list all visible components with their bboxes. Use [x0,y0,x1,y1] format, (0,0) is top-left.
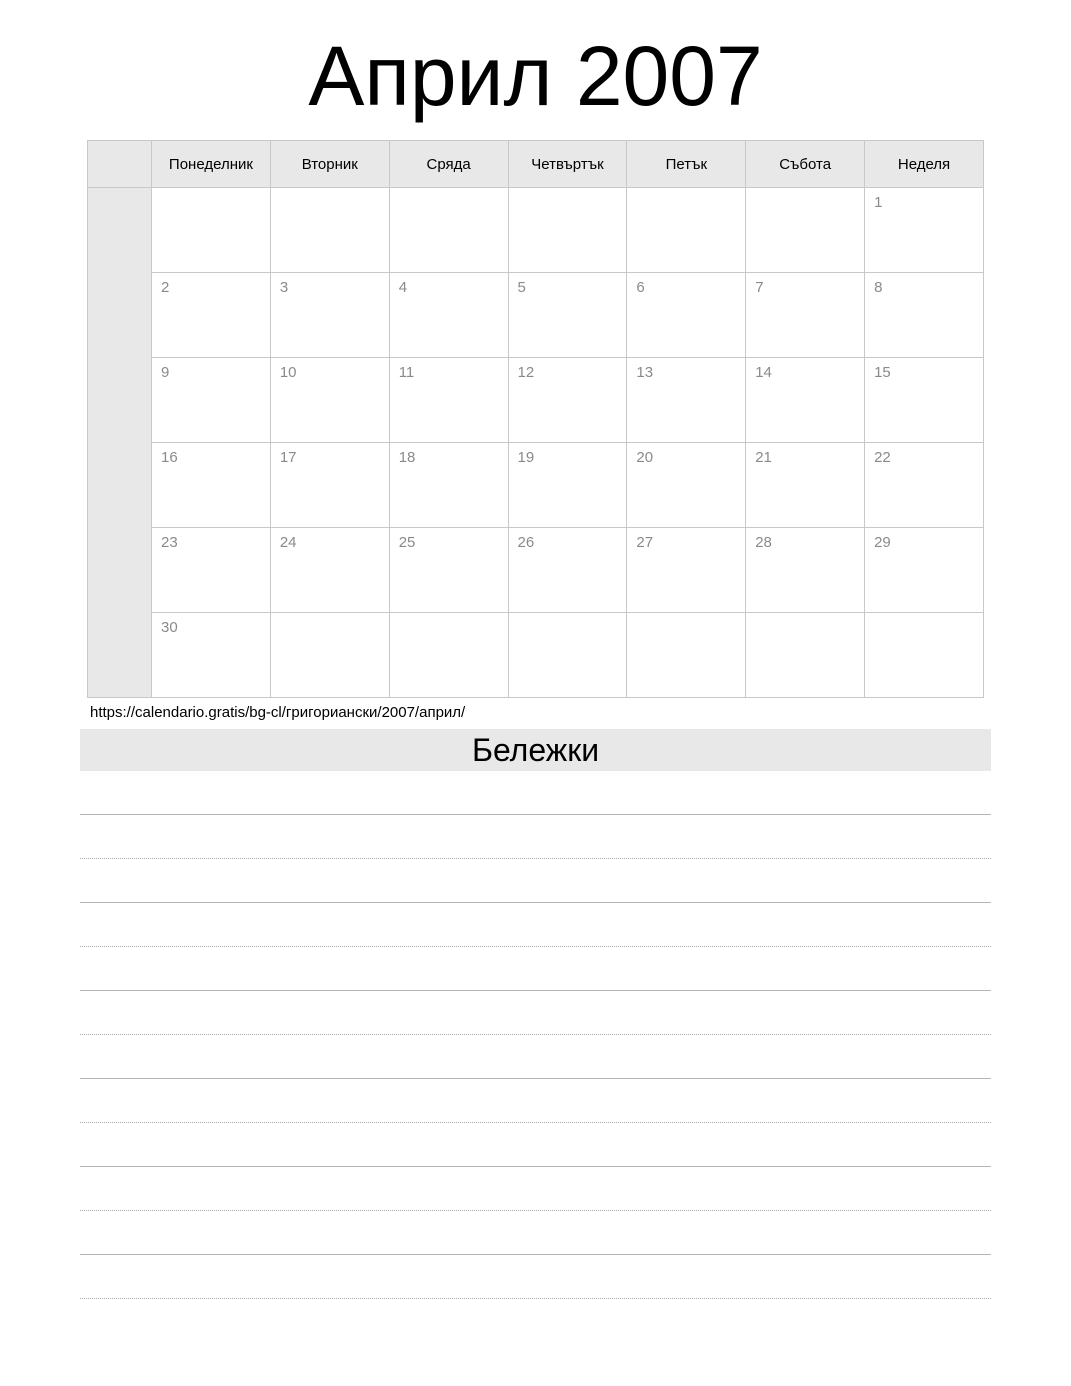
notes-line[interactable] [80,815,991,859]
calendar-day-cell[interactable] [865,528,984,613]
calendar-day-cell[interactable] [627,528,746,613]
notes-line[interactable] [80,991,991,1035]
calendar-body [88,188,984,698]
day-number: 5 [517,279,526,296]
day-number: 19 [517,449,535,466]
day-number: 8 [874,279,883,296]
day-number: 27 [636,534,654,551]
calendar-day-cell[interactable] [152,358,271,443]
page-title: Април 2007 [308,29,763,123]
day-number [746,613,864,620]
calendar-day-cell[interactable] [746,358,865,443]
calendar-day-cell[interactable] [389,443,508,528]
day-number: 12 [517,364,535,381]
day-number: 13 [636,364,654,381]
day-number: 1 [874,194,883,211]
calendar-day-cell[interactable] [152,528,271,613]
notes-heading: Бележки [80,729,991,771]
calendar-day-cell[interactable] [270,188,389,273]
day-number [746,188,864,195]
day-number: 2 [161,279,170,296]
day-number: 23 [161,534,178,551]
notes-line[interactable] [80,1035,991,1079]
calendar-day-cell[interactable] [508,613,627,698]
day-number [152,188,270,195]
calendar-day-cell[interactable] [508,358,627,443]
day-number [627,188,745,195]
day-number: 16 [161,449,178,466]
calendar-day-cell[interactable] [389,273,508,358]
calendar-day-cell[interactable] [389,528,508,613]
calendar-day-cell[interactable] [746,188,865,273]
day-number: 3 [279,279,289,296]
calendar-day-cell[interactable] [152,273,271,358]
calendar-week-row [88,358,984,443]
calendar-week-row [88,443,984,528]
weekday-header-friday: Петък [627,141,746,188]
day-number: 15 [874,364,891,381]
calendar-day-cell[interactable] [152,613,271,698]
calendar-day-cell[interactable] [508,443,627,528]
day-number [627,613,745,620]
calendar-side-cell [88,273,152,358]
notes-line[interactable] [80,903,991,947]
calendar-week-row [88,273,984,358]
calendar-day-cell[interactable] [746,273,865,358]
notes-line[interactable] [80,1211,991,1255]
day-number: 18 [398,449,416,466]
day-number: 9 [161,364,170,381]
calendar-container [87,140,984,721]
calendar-week-row [88,528,984,613]
day-number [865,613,983,620]
calendar-day-cell[interactable] [865,613,984,698]
calendar-day-cell[interactable] [508,188,627,273]
calendar-day-cell[interactable] [389,358,508,443]
weekday-header-thursday: Четвъртък [508,141,627,188]
day-number: 20 [636,449,654,466]
calendar-day-cell[interactable] [865,273,984,358]
calendar-day-cell[interactable] [865,188,984,273]
day-number: 11 [398,364,415,381]
weekday-header-tuesday: Вторник [270,141,389,188]
source-url[interactable]: https://calendario.gratis/bg-cl/григориански/2007/април/ [90,704,466,721]
day-number: 25 [398,534,416,551]
calendar-day-cell[interactable] [627,613,746,698]
calendar-day-cell[interactable] [270,528,389,613]
calendar-day-cell[interactable] [508,528,627,613]
day-number: 6 [636,279,645,296]
calendar-day-cell[interactable] [270,443,389,528]
calendar-day-cell[interactable] [865,358,984,443]
calendar-week-row [88,188,984,273]
notes-line[interactable] [80,1255,991,1299]
calendar-day-cell[interactable] [865,443,984,528]
calendar-side-cell [88,188,152,273]
calendar-day-cell[interactable] [389,188,508,273]
calendar-day-cell[interactable] [270,358,389,443]
weekday-header-sunday: Неделя [865,141,984,188]
calendar-week-row [88,613,984,698]
notes-line[interactable] [80,1079,991,1123]
calendar-day-cell[interactable] [508,273,627,358]
day-number: 10 [279,364,297,381]
notes-line[interactable] [80,947,991,991]
notes-line[interactable] [80,1167,991,1211]
notes-lines[interactable] [80,771,991,1299]
day-number: 24 [279,534,297,551]
calendar-corner-cell [88,141,152,188]
day-number [509,188,627,195]
calendar-day-cell[interactable] [152,188,271,273]
calendar-day-cell[interactable] [746,613,865,698]
day-number: 17 [279,449,297,466]
day-number: 30 [161,619,178,636]
calendar-side-cell [88,528,152,613]
weekday-header-row [88,141,984,188]
calendar-side-cell [88,613,152,698]
day-number: 4 [398,279,408,296]
calendar-side-cell [88,358,152,443]
notes-line[interactable] [80,1123,991,1167]
day-number [271,613,389,620]
calendar-day-cell[interactable] [627,443,746,528]
calendar-day-cell[interactable] [389,613,508,698]
calendar-day-cell[interactable] [627,358,746,443]
calendar-day-cell[interactable] [627,188,746,273]
day-number: 7 [755,279,764,296]
day-number [509,613,627,620]
notes-line[interactable] [80,859,991,903]
notes-line[interactable] [80,771,991,815]
calendar-day-cell[interactable] [627,273,746,358]
calendar-day-cell[interactable] [270,273,389,358]
calendar-day-cell[interactable] [270,613,389,698]
weekday-header-wednesday: Сряда [389,141,508,188]
day-number: 26 [517,534,535,551]
calendar-day-cell[interactable] [746,528,865,613]
weekday-header-monday: Понеделник [152,141,271,188]
calendar-head [88,141,984,188]
day-number [390,613,508,620]
day-number: 22 [874,449,891,466]
weekday-header-saturday: Събота [746,141,865,188]
calendar-table [87,140,984,698]
day-number [390,188,508,195]
calendar-side-cell [88,443,152,528]
day-number [271,188,389,195]
day-number: 29 [874,534,891,551]
calendar-day-cell[interactable] [152,443,271,528]
day-number: 21 [755,449,772,466]
calendar-day-cell[interactable] [746,443,865,528]
day-number: 28 [755,534,772,551]
day-number: 14 [755,364,772,381]
